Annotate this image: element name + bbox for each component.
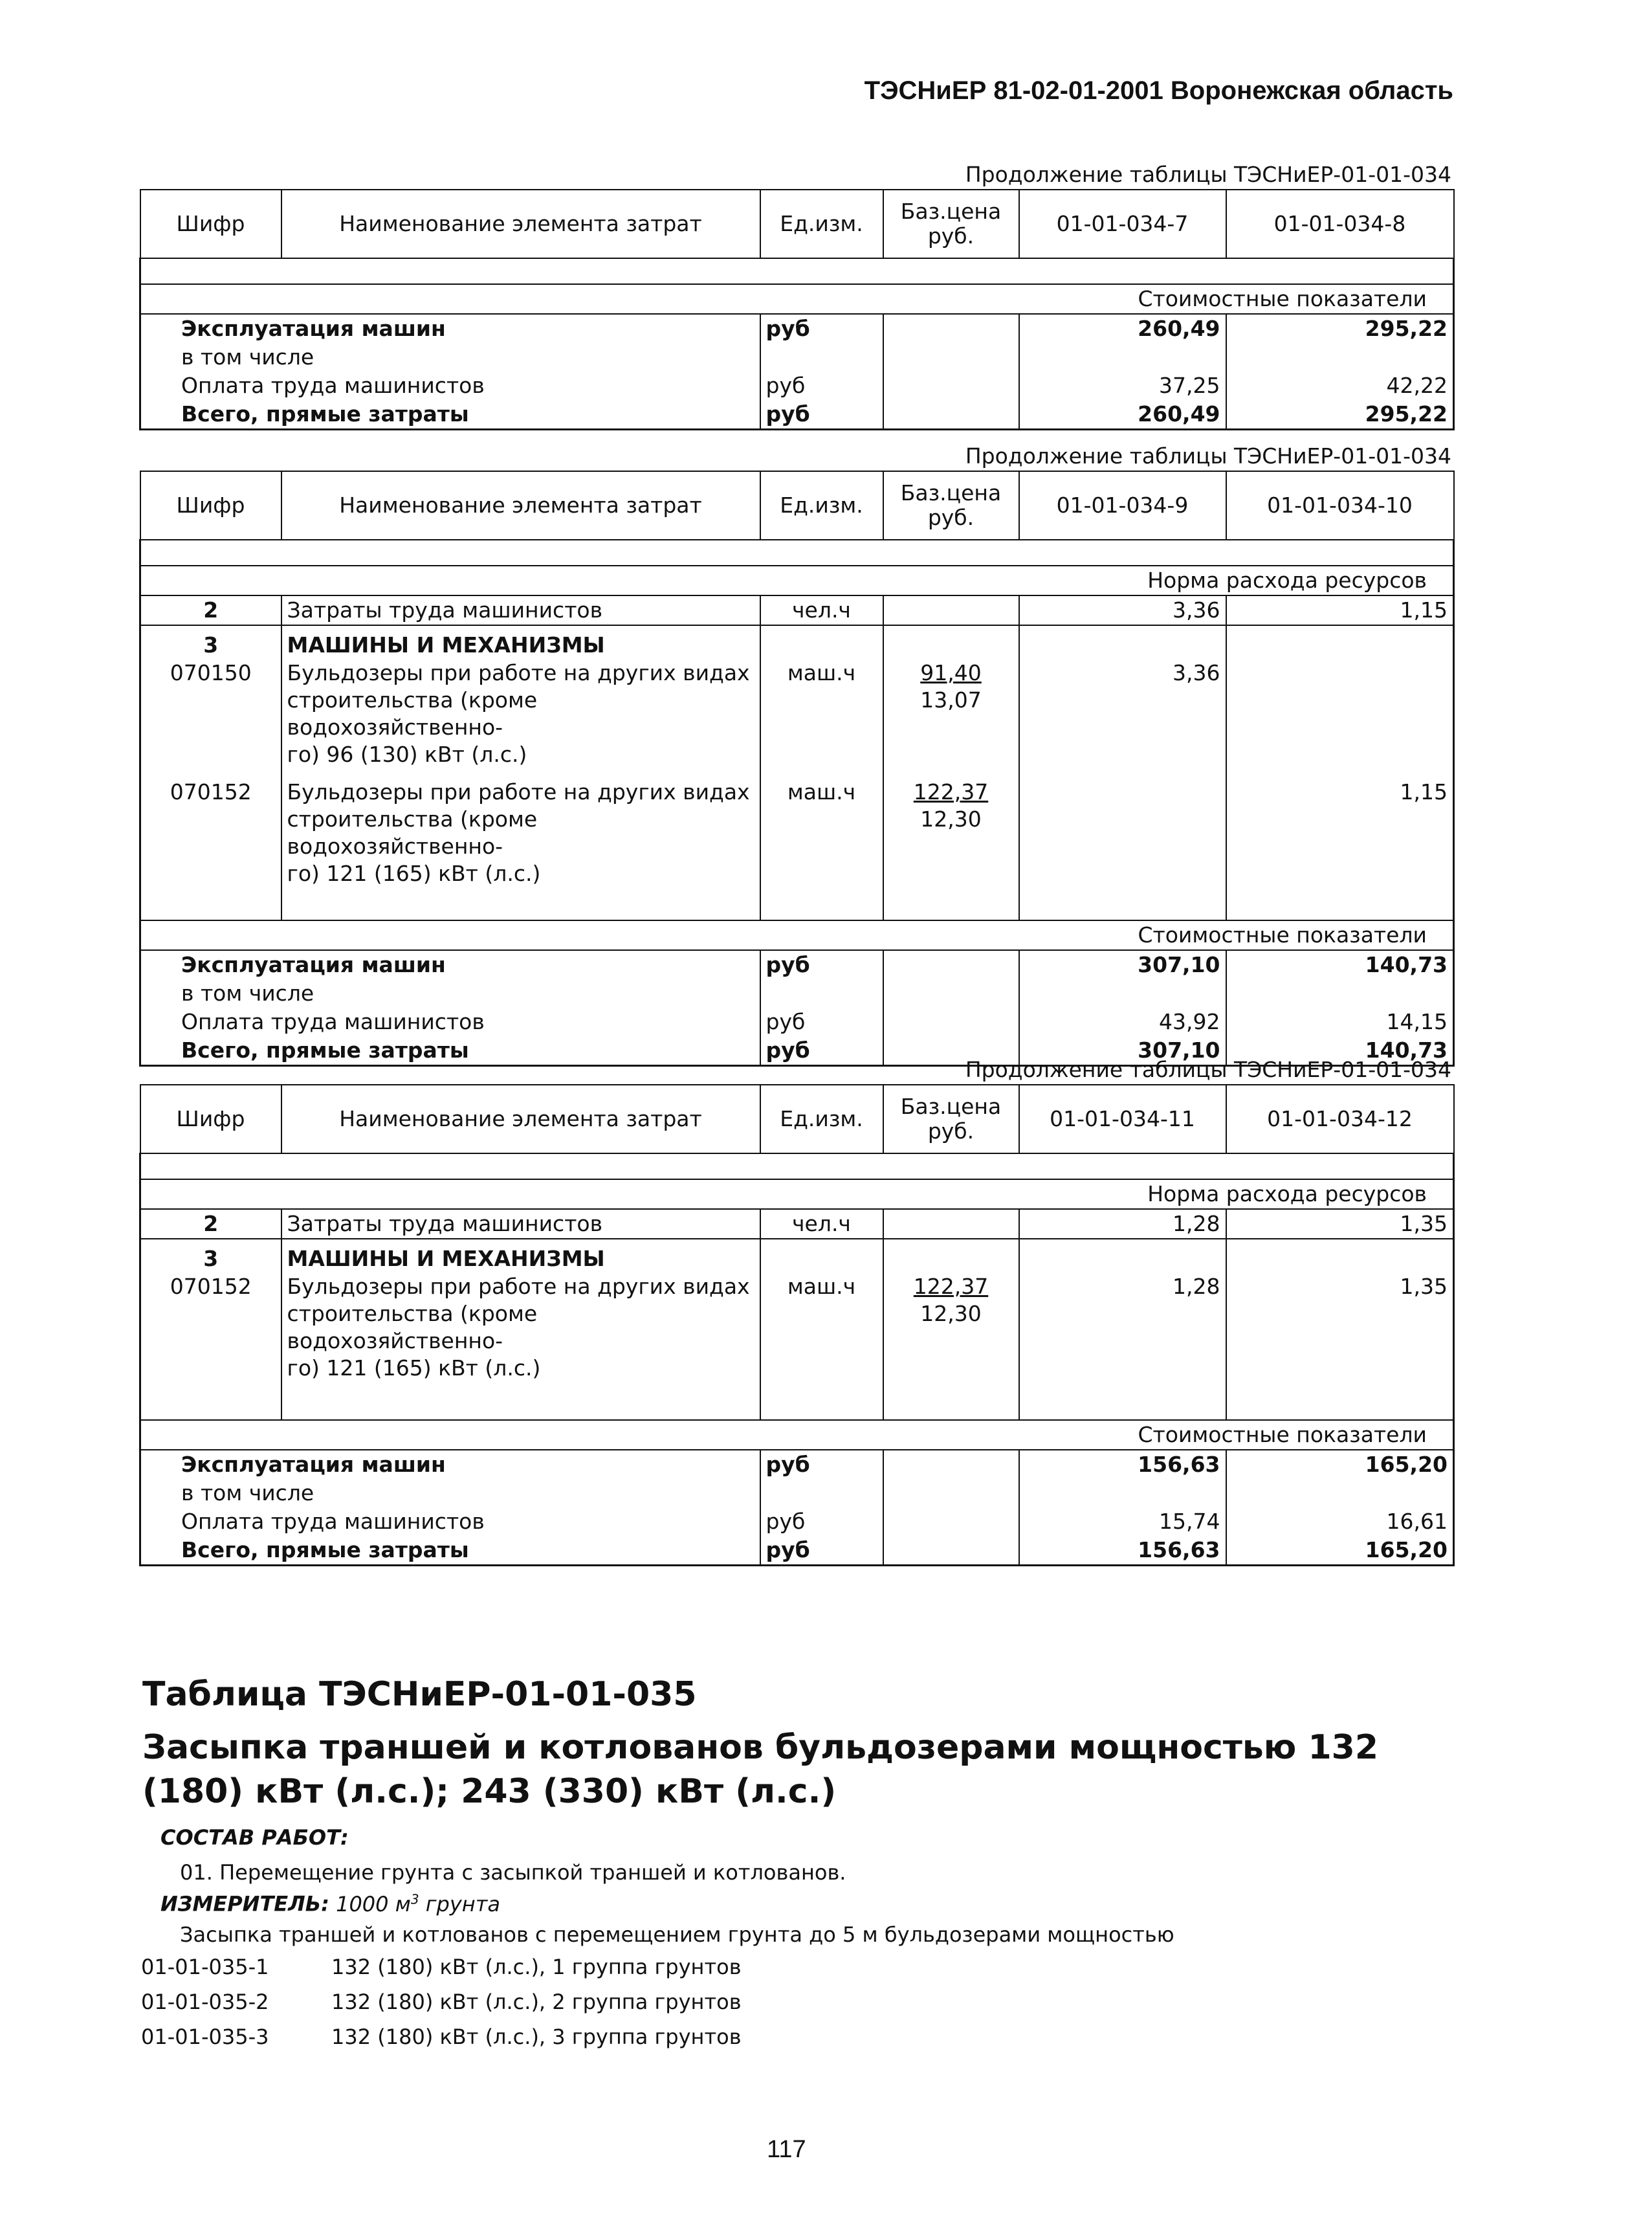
- price-cell: 122,37 12,30: [883, 768, 1019, 887]
- unit-cell: руб: [760, 1536, 883, 1566]
- including-label: в том числе: [140, 979, 760, 1008]
- unit-cell: руб: [760, 1450, 883, 1479]
- value-cell: 1,28: [1019, 1273, 1226, 1382]
- labor-label: Затраты труда машинистов: [281, 595, 760, 625]
- meter-value: 1000 м: [336, 1891, 411, 1916]
- value-cell: 3,36: [1019, 595, 1226, 625]
- value-cell: 42,22: [1226, 372, 1454, 400]
- value-cell: 307,10: [1019, 950, 1226, 979]
- resource-name: Бульдозеры при работе на других видах строительства (кроме водохозяйственно- го) 121 (165) кВт (л.с.): [281, 768, 760, 887]
- value-cell: 16,61: [1226, 1507, 1454, 1536]
- pay-label: Оплата труда машинистов: [140, 372, 760, 400]
- col-a-header: 01-01-034-7: [1019, 190, 1226, 258]
- cost-indicators-label: Стоимостные показатели: [1019, 920, 1454, 950]
- value-cell: 156,63: [1019, 1536, 1226, 1566]
- table-header-row: [140, 1085, 1454, 1153]
- value-cell: 260,49: [1019, 400, 1226, 430]
- row-num: 2: [140, 1209, 281, 1239]
- total-label: Всего, прямые затраты: [181, 1537, 469, 1562]
- norm-label: Норма расхода ресурсов: [1019, 1179, 1454, 1209]
- value-cell: 1,35: [1226, 1273, 1454, 1382]
- value-cell: 14,15: [1226, 1008, 1454, 1036]
- unit-cell: руб: [760, 314, 883, 343]
- col-code-header: Шифр: [140, 190, 281, 258]
- item-text: 132 (180) кВт (л.с.), 3 группа грунтов: [331, 2025, 742, 2049]
- resource-code: 070152: [140, 768, 281, 887]
- work-item: 01. Перемещение грунта с засыпкой траншей и котлованов.: [180, 1860, 846, 1885]
- cost-table-1: [139, 189, 1455, 430]
- item-code: 01-01-035-2: [141, 1990, 269, 2014]
- norm-table-2: [139, 471, 1455, 1067]
- meter-line: ИЗМЕРИТЕЛЬ: 1000 $м^3$ грунта: [160, 1891, 500, 1916]
- table-row: [140, 768, 1454, 887]
- continuation-label: Продолжение таблицы ТЭСНиЕР-01-01-034: [965, 443, 1451, 469]
- col-b-header: 01-01-034-10: [1226, 471, 1454, 540]
- pay-label: Оплата труда машинистов: [140, 1507, 760, 1536]
- table-header-row: [140, 190, 1454, 258]
- unit-cell: руб: [760, 950, 883, 979]
- value-cell: [1226, 660, 1454, 768]
- cost-indicators-label: Стоимостные показатели: [1019, 1420, 1454, 1450]
- value-cell: 1,28: [1019, 1209, 1226, 1239]
- total-label: Всего, прямые затраты: [181, 401, 469, 427]
- page-number: 117: [767, 2136, 806, 2163]
- col-b-header: 01-01-034-8: [1226, 190, 1454, 258]
- table-title: Таблица ТЭСНиЕР-01-01-035: [142, 1675, 697, 1714]
- including-label: в том числе: [140, 1479, 760, 1507]
- continuation-label: Продолжение таблицы ТЭСНиЕР-01-01-034: [965, 162, 1451, 187]
- col-name-header: Наименование элемента затрат: [281, 190, 760, 258]
- value-cell: 37,25: [1019, 372, 1226, 400]
- machines-heading: МАШИНЫ И МЕХАНИЗМЫ: [281, 1239, 760, 1273]
- item-code: 01-01-035-1: [141, 1955, 269, 1979]
- value-cell: 165,20: [1226, 1450, 1454, 1479]
- item-text: 132 (180) кВт (л.с.), 1 группа грунтов: [331, 1955, 742, 1979]
- value-cell: 307,10: [1019, 1036, 1226, 1066]
- unit-cell: чел.ч: [760, 1209, 883, 1239]
- col-a-header: 01-01-034-11: [1019, 1085, 1226, 1153]
- value-cell: 43,92: [1019, 1008, 1226, 1036]
- row-num: 3: [140, 1239, 281, 1273]
- col-name-header: Наименование элемента затрат: [281, 471, 760, 540]
- row-num: 3: [140, 625, 281, 660]
- section-heading-line-2: (180) кВт (л.с.); 243 (330) кВт (л.с.): [142, 1772, 837, 1811]
- cost-indicators-label: Стоимостные показатели: [1019, 284, 1454, 314]
- unit-cell: руб: [760, 1507, 883, 1536]
- col-unit-header: Ед.изм.: [760, 1085, 883, 1153]
- resource-code: 070152: [140, 1273, 281, 1382]
- value-cell: 156,63: [1019, 1450, 1226, 1479]
- machines-heading: МАШИНЫ И МЕХАНИЗМЫ: [281, 625, 760, 660]
- section-description: Засыпка траншей и котлованов с перемещением грунта до 5 м бульдозерами мощностью: [180, 1922, 1174, 1947]
- norm-table-3: [139, 1084, 1455, 1566]
- continuation-label: Продолжение таблицы ТЭСНиЕР-01-01-034: [965, 1057, 1451, 1082]
- labor-label: Затраты труда машинистов: [281, 1209, 760, 1239]
- col-name-header: Наименование элемента затрат: [281, 1085, 760, 1153]
- work-composition-label: СОСТАВ РАБОТ:: [160, 1825, 349, 1850]
- col-price-header: Баз.цена руб.: [883, 190, 1019, 258]
- pay-label: Оплата труда машинистов: [140, 1008, 760, 1036]
- value-cell: 1,15: [1226, 595, 1454, 625]
- value-cell: 140,73: [1226, 1036, 1454, 1066]
- section-heading-line-1: Засыпка траншей и котлованов бульдозерами мощностью 132: [142, 1728, 1379, 1767]
- unit-cell: маш.ч: [760, 660, 883, 768]
- value-cell: 260,49: [1019, 314, 1226, 343]
- col-price-header: Баз.цена руб.: [883, 471, 1019, 540]
- table-header-row: [140, 471, 1454, 540]
- exploit-label: Эксплуатация машин: [181, 952, 446, 977]
- meter-label: ИЗМЕРИТЕЛЬ:: [160, 1891, 329, 1916]
- value-cell: 1,35: [1226, 1209, 1454, 1239]
- value-cell: 165,20: [1226, 1536, 1454, 1566]
- item-code: 01-01-035-3: [141, 2025, 269, 2049]
- value-cell: 295,22: [1226, 314, 1454, 343]
- col-unit-header: Ед.изм.: [760, 471, 883, 540]
- including-label: в том числе: [140, 343, 760, 372]
- document-header: ТЭСНиЕР 81-02-01-2001 Воронежская область: [864, 76, 1453, 105]
- value-cell: [1019, 768, 1226, 887]
- value-cell: 3,36: [1019, 660, 1226, 768]
- col-a-header: 01-01-034-9: [1019, 471, 1226, 540]
- exploit-label: Эксплуатация машин: [181, 1452, 446, 1477]
- unit-cell: руб: [760, 1008, 883, 1036]
- total-label: Всего, прямые затраты: [181, 1038, 469, 1063]
- exploit-label: Эксплуатация машин: [181, 316, 446, 341]
- unit-cell: руб: [760, 372, 883, 400]
- resource-code: 070150: [140, 660, 281, 768]
- value-cell: 1,15: [1226, 768, 1454, 887]
- norm-label: Норма расхода ресурсов: [1019, 566, 1454, 595]
- value-cell: 140,73: [1226, 950, 1454, 979]
- unit-cell: маш.ч: [760, 1273, 883, 1382]
- unit-cell: руб: [760, 1036, 883, 1066]
- unit-cell: руб: [760, 400, 883, 430]
- item-text: 132 (180) кВт (л.с.), 2 группа грунтов: [331, 1990, 742, 2014]
- col-unit-header: Ед.изм.: [760, 190, 883, 258]
- price-cell: 122,37 12,30: [883, 1273, 1019, 1382]
- table-row: [140, 660, 1454, 768]
- col-b-header: 01-01-034-12: [1226, 1085, 1454, 1153]
- resource-name: Бульдозеры при работе на других видах строительства (кроме водохозяйственно- го) 121 (165) кВт (л.с.): [281, 1273, 760, 1382]
- value-cell: 15,74: [1019, 1507, 1226, 1536]
- price-cell: 91,40 13,07: [883, 660, 1019, 768]
- unit-cell: маш.ч: [760, 768, 883, 887]
- row-num: 2: [140, 595, 281, 625]
- col-code-header: Шифр: [140, 471, 281, 540]
- table-row: [140, 1273, 1454, 1382]
- resource-name: Бульдозеры при работе на других видах строительства (кроме водохозяйственно- го) 96 (130) кВт (л.с.): [281, 660, 760, 768]
- col-code-header: Шифр: [140, 1085, 281, 1153]
- value-cell: 295,22: [1226, 400, 1454, 430]
- unit-cell: чел.ч: [760, 595, 883, 625]
- col-price-header: Баз.цена руб.: [883, 1085, 1019, 1153]
